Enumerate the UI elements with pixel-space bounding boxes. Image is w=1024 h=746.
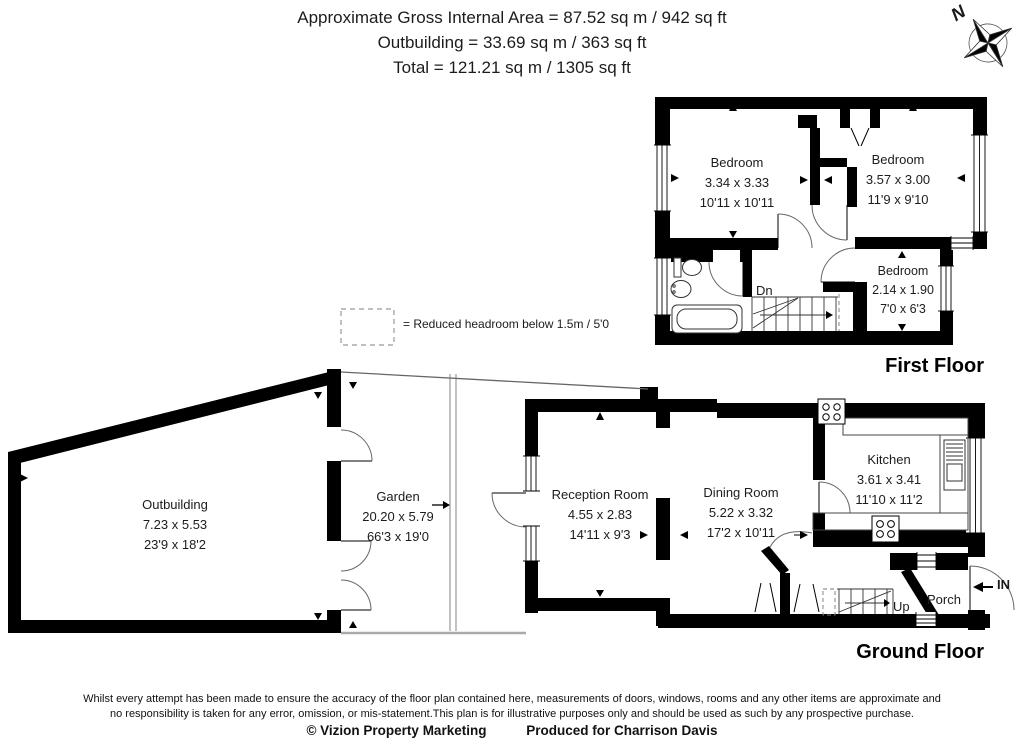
entry-arrow-icon <box>973 582 993 592</box>
legend-text: = Reduced headroom below 1.5m / 5'0 <box>403 317 610 331</box>
compass-north-label: N <box>947 1 970 26</box>
room-label-bedroom3: Bedroom 2.14 x 1.90 7'0 x 6'3 <box>872 264 934 316</box>
first-floor-stairs <box>752 294 839 331</box>
room-label-garden: Garden 20.20 x 5.79 66'3 x 19'0 <box>362 489 434 544</box>
entry-in-label: IN <box>997 577 1010 592</box>
sink-icon <box>671 281 691 298</box>
ground-floor-stairs <box>823 589 893 615</box>
reduced-headroom-legend-box <box>341 309 394 345</box>
first-floor-title: First Floor <box>885 355 984 377</box>
hob-icon-bottom <box>872 516 899 542</box>
bathroom-fixtures <box>671 258 742 333</box>
disclaimer-line2: no responsibility is taken for any error, omission, or mis-statement.This plan is for illustrative purposes only and should be used as such by any prospective purchase. <box>109 707 914 720</box>
gross-internal-area: Approximate Gross Internal Area = 87.52 sq m / 942 sq ft <box>297 8 727 27</box>
room-label-bedroom2: Bedroom 3.57 x 3.00 11'9 x 9'10 <box>865 152 931 207</box>
stairs-down-label: Dn <box>756 283 773 298</box>
toilet-icon <box>674 258 702 277</box>
disclaimer-line1: Whilst every attempt has been made to ensure the accuracy of the floor plan contained here, measurements of doors, windows, rooms and any other items are approximate and <box>83 693 941 705</box>
credits <box>0 724 1024 739</box>
produced-for-text: Produced for Charrison Davis <box>526 723 718 738</box>
room-label-dining: Dining Room 5.22 x 3.32 17'2 x 10'11 <box>703 485 779 540</box>
room-label-bedroom1: Bedroom 3.34 x 3.33 10'11 x 10'11 <box>699 155 775 210</box>
copyright-text: © Vizion Property Marketing <box>306 723 487 738</box>
room-label-reception: Reception Room 4.55 x 2.83 14'11 x 9'3 <box>551 487 649 542</box>
bathtub-icon <box>672 305 742 333</box>
room-label-kitchen: Kitchen 3.61 x 3.41 11'10 x 11'2 <box>855 452 923 507</box>
footer <box>0 692 1024 739</box>
hob-icon-top <box>818 399 845 424</box>
ground-floor-title: Ground Floor <box>856 641 984 663</box>
stairs-up-label: Up <box>893 599 910 614</box>
total-area: Total = 121.21 sq m / 1305 sq ft <box>393 58 631 77</box>
room-label-outbuilding: Outbuilding 7.23 x 5.53 23'9 x 18'2 <box>142 497 208 552</box>
room-label-porch: Porch <box>927 592 961 607</box>
outbuilding-area: Outbuilding = 33.69 sq m / 363 sq ft <box>377 33 647 52</box>
